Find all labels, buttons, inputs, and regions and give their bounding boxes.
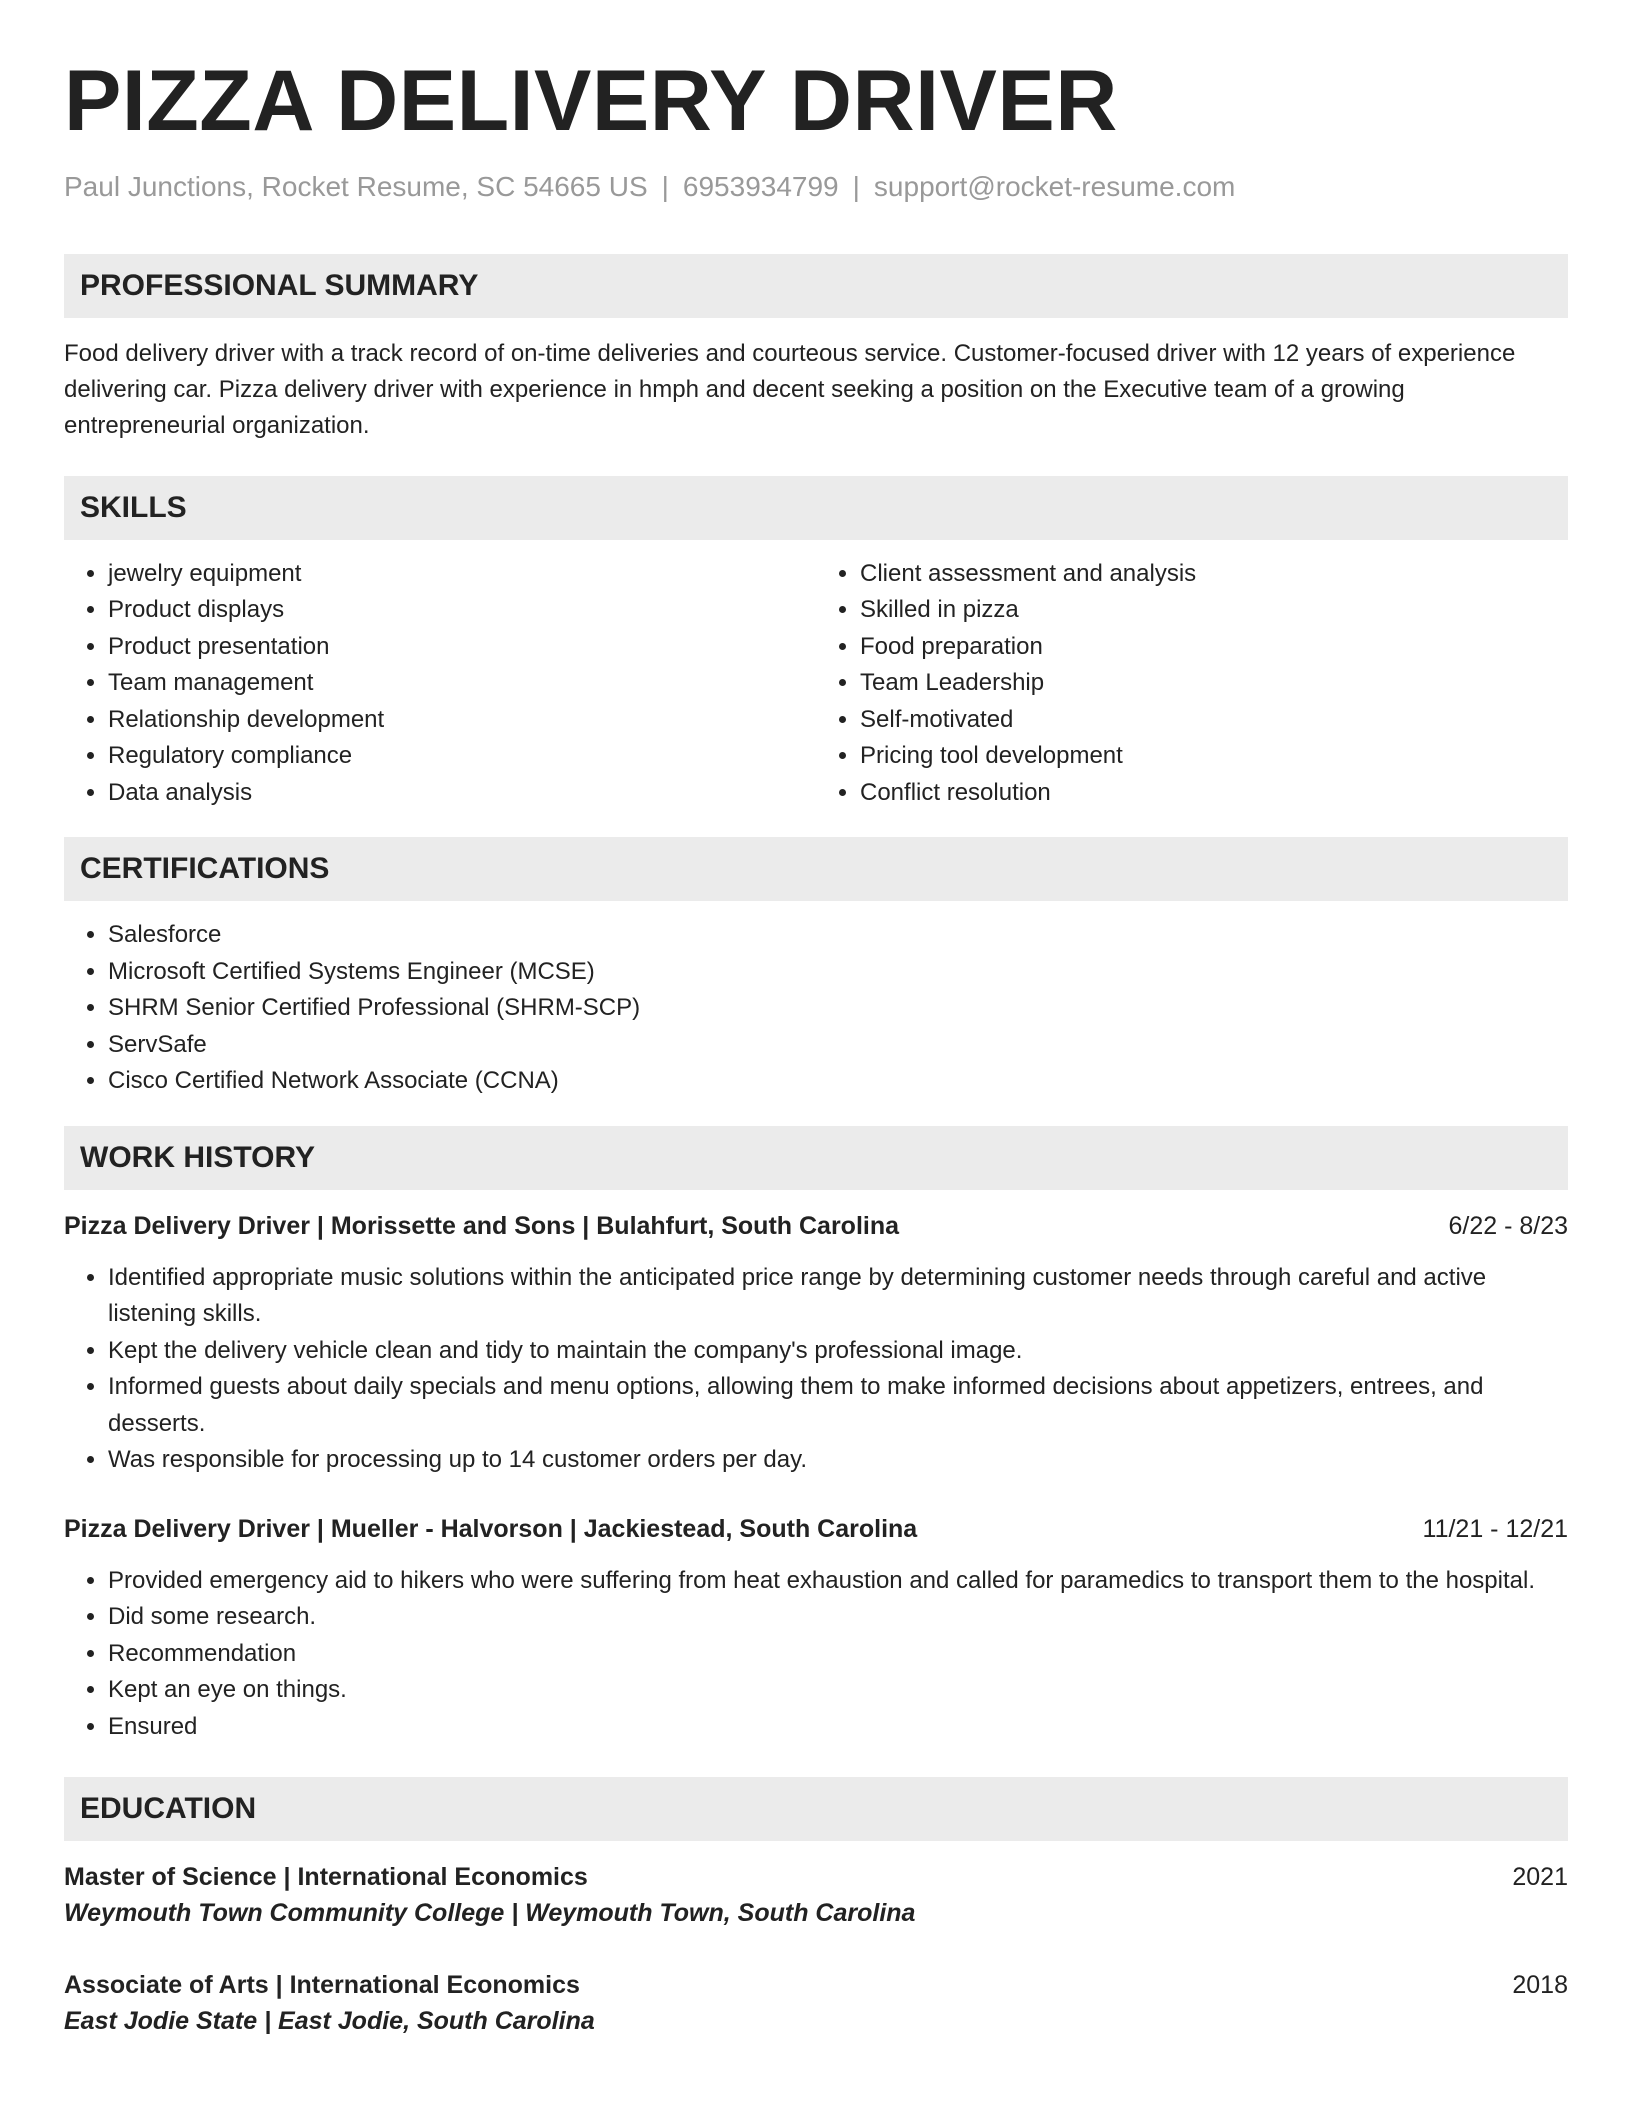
list-item: • Provided emergency aid to hikers who were suffering from heat exhaustion and called for paramedics to transport them to the hospital. <box>108 1563 1568 1600</box>
job-bullets <box>64 1260 1568 1479</box>
list-item: • Data analysis <box>108 775 816 812</box>
job-entry <box>64 1208 1568 1479</box>
contact-separator: | <box>852 171 860 202</box>
list-item: • jewelry equipment <box>108 556 816 593</box>
list-item: • Informed guests about daily specials and menu options, allowing them to make informed decisions about appetizers, entrees, and desserts. <box>108 1369 1568 1442</box>
section-heading-skills: SKILLS <box>64 476 1568 540</box>
list-item: • Self-motivated <box>860 702 1568 739</box>
list-item: • Recommendation <box>108 1636 1568 1673</box>
certifications-section <box>64 837 1568 1100</box>
contact-address: Paul Junctions, Rocket Resume, SC 54665 US <box>64 171 648 202</box>
list-item: • Conflict resolution <box>860 775 1568 812</box>
list-item: • Product displays <box>108 592 816 629</box>
list-item: • Skilled in pizza <box>860 592 1568 629</box>
list-item: • Kept the delivery vehicle clean and tidy to maintain the company's professional image. <box>108 1333 1568 1370</box>
list-item: • Food preparation <box>860 629 1568 666</box>
list-item: • Pricing tool development <box>860 738 1568 775</box>
skills-list-left <box>64 556 816 812</box>
list-item: • Team Leadership <box>860 665 1568 702</box>
job-dates: 6/22 - 8/23 <box>1448 1211 1568 1240</box>
section-heading-summary: PROFESSIONAL SUMMARY <box>64 254 1568 318</box>
list-item: • Kept an eye on things. <box>108 1672 1568 1709</box>
summary-text: Food delivery driver with a track record of on-time deliveries and courteous service. Customer-focused driver with 12 years of experience delivering car. Pizza delivery driver with experience in hmph and decent seeking a position on the Executive team of a growing entrepreneurial organization. <box>64 339 1516 439</box>
education-school: East Jodie State | East Jodie, South Carolina <box>64 2007 595 2036</box>
list-item: • Team management <box>108 665 816 702</box>
list-item: • Did some research. <box>108 1599 1568 1636</box>
list-item: • ServSafe <box>108 1027 1568 1064</box>
contact-phone: 6953934799 <box>682 171 839 202</box>
job-dates: 11/21 - 12/21 <box>1422 1514 1568 1543</box>
education-header <box>64 1859 1568 1895</box>
list-item: • Relationship development <box>108 702 816 739</box>
education-year: 2018 <box>1512 1971 1568 2000</box>
education-header <box>64 1967 1568 2003</box>
contact-separator: | <box>661 171 669 202</box>
job-title: Pizza Delivery Driver | Mueller - Halvorson | Jackiestead, South Carolina <box>64 1514 918 1543</box>
list-item: • Cisco Certified Network Associate (CCNA) <box>108 1063 1568 1100</box>
education-school: Weymouth Town Community College | Weymouth Town, South Carolina <box>64 1899 916 1928</box>
section-heading-certifications: CERTIFICATIONS <box>64 837 1568 901</box>
list-item: • Identified appropriate music solutions within the anticipated price range by determining customer needs through careful and active listening skills. <box>108 1260 1568 1333</box>
education-year: 2021 <box>1512 1863 1568 1892</box>
skills-grid <box>64 556 1568 812</box>
resume-title: PIZZA DELIVERY DRIVER <box>64 53 1118 149</box>
list-item: • Regulatory compliance <box>108 738 816 775</box>
summary-section <box>64 254 1568 444</box>
education-degree: Associate of Arts | International Economics <box>64 1971 580 2000</box>
list-item: • Ensured <box>108 1709 1568 1746</box>
education-entry <box>64 1859 1568 1931</box>
contact-email[interactable]: support@rocket-resume.com <box>873 171 1236 202</box>
job-title: Pizza Delivery Driver | Morissette and Sons | Bulahfurt, South Carolina <box>64 1211 900 1240</box>
job-header <box>64 1511 1568 1547</box>
section-heading-work: WORK HISTORY <box>64 1126 1568 1190</box>
work-section <box>64 1126 1568 1746</box>
skills-section <box>64 476 1568 812</box>
list-item: • Microsoft Certified Systems Engineer (MCSE) <box>108 954 1568 991</box>
list-item: • Client assessment and analysis <box>860 556 1568 593</box>
certifications-list <box>64 917 1568 1100</box>
education-entry <box>64 1967 1568 2039</box>
list-item: • Product presentation <box>108 629 816 666</box>
job-header <box>64 1208 1568 1244</box>
list-item: • SHRM Senior Certified Professional (SHRM-SCP) <box>108 990 1568 1027</box>
education-degree: Master of Science | International Economics <box>64 1863 588 1892</box>
job-entry <box>64 1511 1568 1746</box>
section-heading-education: EDUCATION <box>64 1777 1568 1841</box>
job-bullets <box>64 1563 1568 1746</box>
skills-list-right <box>816 556 1568 812</box>
contact-line <box>64 170 1568 204</box>
list-item: • Salesforce <box>108 917 1568 954</box>
education-section <box>64 1777 1568 2039</box>
list-item: • Was responsible for processing up to 14 customer orders per day. <box>108 1442 1568 1479</box>
